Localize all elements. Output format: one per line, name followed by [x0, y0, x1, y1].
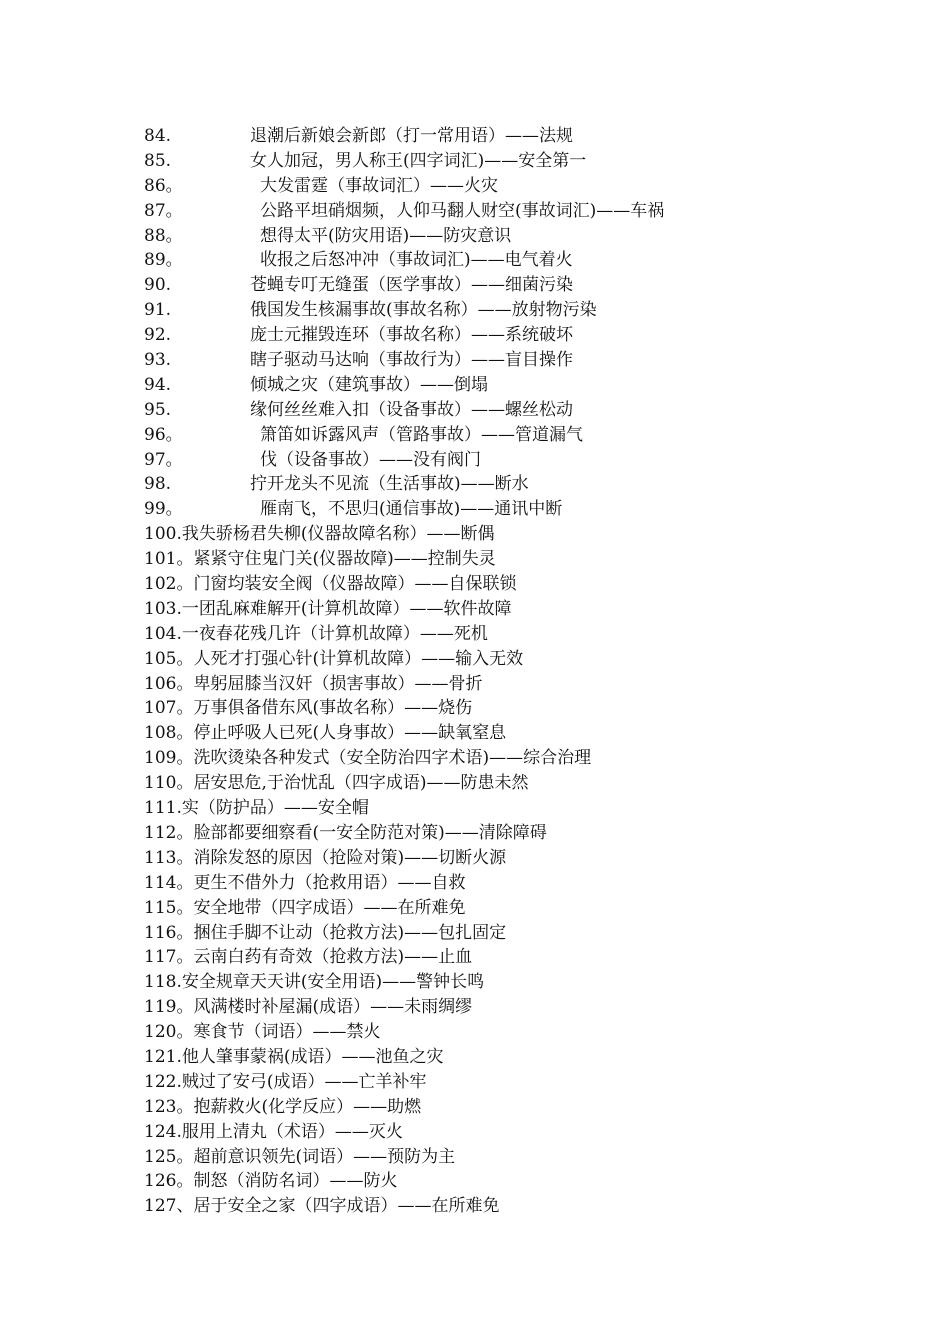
- list-item: [144, 398, 904, 423]
- item-number: 85.: [144, 150, 172, 171]
- item-text: 风满楼时补屋漏(成语）——未雨绸缪: [193, 997, 473, 1018]
- item-number: 91.: [144, 300, 172, 321]
- item-number: 124.: [144, 1121, 182, 1142]
- item-number: 101。: [144, 549, 194, 570]
- item-text: 洗吹烫染各种发式（安全防治四字术语)——综合治理: [193, 748, 592, 769]
- item-text: 女人加冠，男人称王(四字词汇)——安全第一: [250, 150, 587, 171]
- list-item: [144, 248, 904, 273]
- item-text: 停止呼吸人已死(人身事故）——缺氧窒息: [193, 723, 507, 744]
- item-text: 大发雷霆（事故词汇）——火灾: [260, 175, 498, 196]
- item-number: 110。: [144, 773, 194, 794]
- item-text: 退潮后新娘会新郎（打一常用语）——法规: [250, 126, 573, 146]
- item-text: 居安思危,于治忧乱（四字成语)——防患未然: [193, 773, 529, 794]
- item-text: 他人肇事蒙祸(成语）——池鱼之灾: [181, 1046, 444, 1067]
- list-item: [144, 771, 904, 796]
- item-number: 84.: [144, 126, 172, 146]
- list-item: [144, 174, 904, 199]
- list-item: [144, 846, 904, 871]
- list-item: [144, 672, 904, 697]
- item-text: 云南白药有奇效（抢救方法)——止血: [193, 947, 473, 968]
- item-text: 消除发怒的原因（抢险对策)——切断火源: [193, 847, 507, 868]
- item-text: 我失骄杨君失柳(仪器故障名称）——断偶: [181, 524, 495, 545]
- item-number: 86。: [144, 175, 183, 196]
- item-number: 89。: [144, 250, 183, 271]
- item-text: 瞎子驱动马达响（事故行为）——盲目操作: [250, 350, 573, 371]
- item-text: 拧开龙头不见流（生活事故)——断水: [250, 474, 529, 495]
- item-number: 115。: [144, 897, 194, 918]
- item-text: 缘何丝丝难入扣（设备事故）——螺丝松动: [250, 399, 573, 420]
- item-text: 万事俱备借东风(事故名称）——烧伤: [193, 698, 473, 719]
- item-number: 90.: [144, 275, 172, 296]
- item-text: 箫笛如诉露风声（管路事故）——管道漏气: [260, 424, 583, 445]
- list-item: [144, 597, 904, 622]
- item-number: 106。: [144, 673, 194, 694]
- list-item: [144, 522, 904, 547]
- item-number: 108。: [144, 723, 194, 744]
- item-text: 超前意识领先(词语）——预防为主: [193, 1146, 456, 1167]
- item-text: 苍蝇专叮无缝蛋（医学事故）——细菌污染: [250, 275, 573, 296]
- item-text: 门窗均装安全阀（仪器故障）——自保联锁: [193, 574, 517, 595]
- list-item: [144, 149, 904, 174]
- list-item: [144, 273, 904, 298]
- list-item: [144, 472, 904, 497]
- item-number: 122.: [144, 1071, 182, 1092]
- item-number: 125。: [144, 1146, 194, 1167]
- riddle-list: [144, 124, 904, 1219]
- list-item: [144, 224, 904, 249]
- list-item: [144, 995, 904, 1020]
- item-text: 伐（设备事故）——没有阀门: [260, 449, 481, 470]
- item-text: 更生不借外力（抢救用语）——自救: [193, 872, 466, 893]
- item-text: 庞士元摧毁连环（事故名称）——系统破坏: [250, 325, 573, 346]
- item-number: 92.: [144, 325, 172, 346]
- list-item: [144, 622, 904, 647]
- item-number: 118.: [144, 972, 182, 993]
- item-number: 116。: [144, 922, 194, 943]
- item-text: 捆住手脚不让动（抢救方法)——包扎固定: [193, 922, 507, 943]
- item-number: 113。: [144, 847, 194, 868]
- list-item: [144, 1020, 904, 1045]
- list-item: [144, 821, 904, 846]
- list-item: [144, 921, 904, 946]
- item-text: 倾城之灾（建筑事故）——倒塌: [250, 374, 488, 395]
- item-text: 俄国发生核漏事故(事故名称）——放射物污染: [250, 300, 597, 321]
- item-number: 123。: [144, 1096, 194, 1117]
- list-item: [144, 796, 904, 821]
- list-item: [144, 1045, 904, 1070]
- item-text: 卑躬屈膝当汉奸（损害事故）——骨折: [193, 673, 483, 694]
- item-text: 紧紧守住鬼门关(仪器故障)——控制失灵: [193, 549, 496, 570]
- item-number: 117。: [144, 947, 194, 968]
- item-text: 制怒（消防名词）——防火: [193, 1171, 398, 1192]
- item-text: 雁南飞，不思归(通信事故)——通讯中断: [260, 499, 563, 520]
- item-text: 一夜春花残几许（计算机故障）——死机: [181, 623, 488, 644]
- item-number: 107。: [144, 698, 194, 719]
- list-item: [144, 1169, 904, 1194]
- list-item: [144, 721, 904, 746]
- list-item: [144, 572, 904, 597]
- item-number: 100.: [144, 524, 182, 545]
- list-item: [144, 497, 904, 522]
- item-number: 119。: [144, 997, 194, 1018]
- item-number: 104.: [144, 623, 182, 644]
- item-text: 贼过了安弓(成语）——亡羊补牢: [181, 1071, 427, 1092]
- item-number: 103.: [144, 598, 182, 619]
- item-number: 121.: [144, 1046, 182, 1067]
- item-text: 安全地带（四字成语）——在所难免: [193, 897, 466, 918]
- list-item: [144, 298, 904, 323]
- item-text: 居于安全之家（四字成语）——在所难免: [193, 1196, 500, 1217]
- list-item: [144, 124, 904, 149]
- list-item: [144, 373, 904, 398]
- item-text: 人死才打强心针(计算机故障）——输入无效: [193, 648, 524, 669]
- list-item: [144, 1095, 904, 1120]
- item-number: 99。: [144, 499, 183, 520]
- list-item: [144, 970, 904, 995]
- item-number: 95.: [144, 399, 172, 420]
- item-number: 127、: [144, 1196, 194, 1217]
- item-number: 120。: [144, 1022, 194, 1043]
- list-item: [144, 871, 904, 896]
- item-number: 94.: [144, 374, 172, 395]
- item-number: 126。: [144, 1171, 194, 1192]
- item-text: 寒食节（词语）——禁火: [193, 1022, 381, 1043]
- list-item: [144, 348, 904, 373]
- list-item: [144, 448, 904, 473]
- list-item: [144, 423, 904, 448]
- item-number: 112。: [144, 822, 194, 843]
- item-text: 想得太平(防灾用语)——防灾意识: [260, 225, 512, 246]
- item-number: 111.: [144, 798, 182, 819]
- item-text: 收报之后怒冲冲（事故词汇)——电气着火: [260, 250, 573, 271]
- item-number: 88。: [144, 225, 183, 246]
- list-item: [144, 945, 904, 970]
- item-number: 97。: [144, 449, 183, 470]
- list-item: [144, 547, 904, 572]
- item-number: 87。: [144, 200, 183, 221]
- item-number: 109。: [144, 748, 194, 769]
- item-text: 一团乱麻难解开(计算机故障）——软件故障: [181, 598, 512, 619]
- list-item: [144, 746, 904, 771]
- item-number: 98.: [144, 474, 172, 495]
- item-number: 96。: [144, 424, 183, 445]
- list-item: [144, 1120, 904, 1145]
- item-number: 93.: [144, 350, 172, 371]
- list-item: [144, 199, 904, 224]
- list-item: [144, 696, 904, 721]
- item-text: 安全规章天天讲(安全用语)——警钟长鸣: [181, 972, 485, 993]
- list-item: [144, 1145, 904, 1170]
- item-text: 公路平坦硝烟频，人仰马翻人财空(事故词汇)——车祸: [260, 200, 665, 221]
- list-item: [144, 1194, 904, 1219]
- item-text: 抱薪救火(化学反应）——助燃: [193, 1096, 422, 1117]
- item-text: 脸部都要细察看(一安全防范对策)——清除障碍: [193, 822, 547, 843]
- item-number: 114。: [144, 872, 194, 893]
- list-item: [144, 1070, 904, 1095]
- item-text: 服用上清丸（术语）——灭火: [181, 1121, 403, 1142]
- list-item: [144, 323, 904, 348]
- list-item: [144, 647, 904, 672]
- item-text: 实（防护品）——安全帽: [181, 798, 369, 819]
- item-number: 102。: [144, 574, 194, 595]
- list-item: [144, 896, 904, 921]
- item-number: 105。: [144, 648, 194, 669]
